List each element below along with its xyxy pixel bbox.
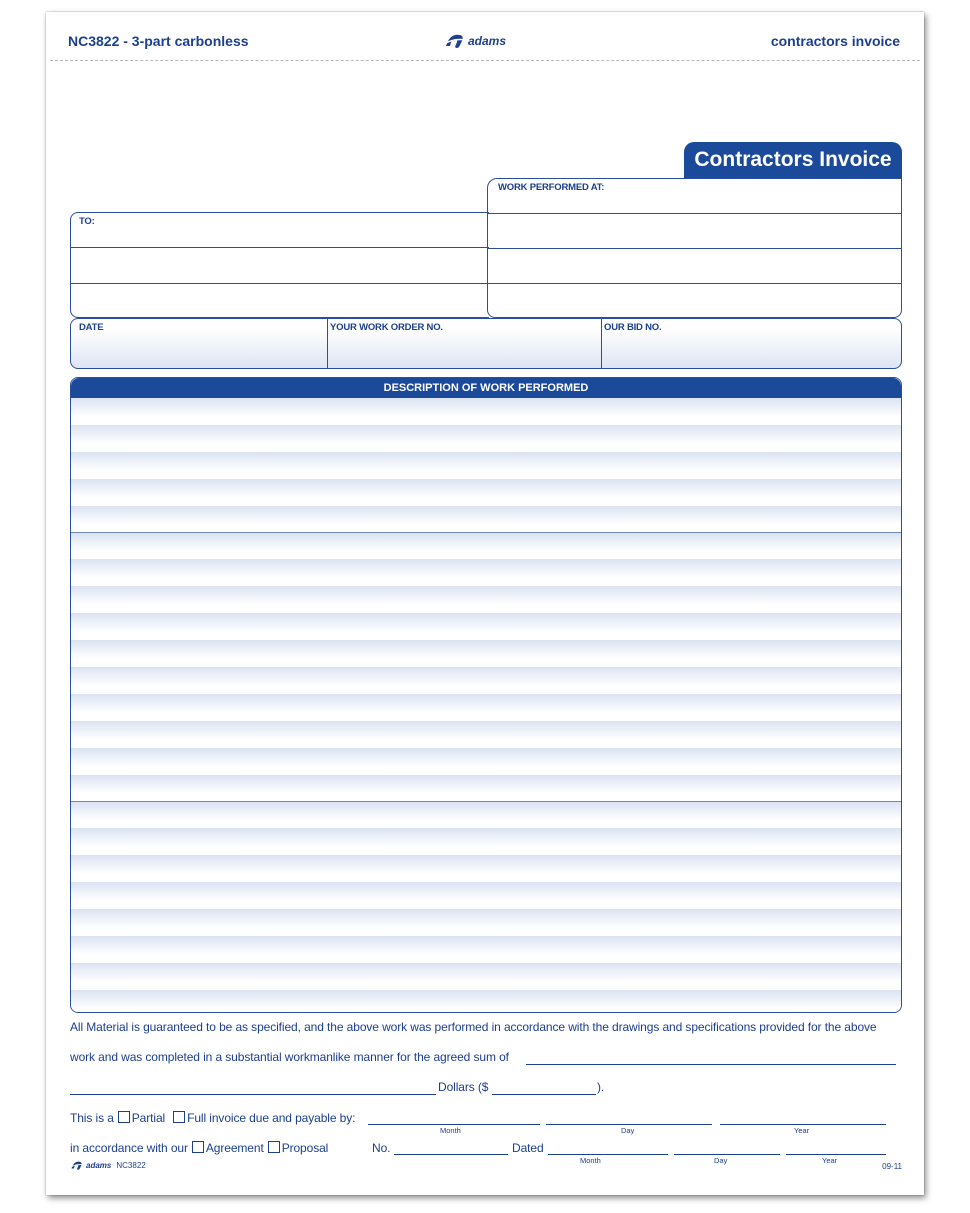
full-invoice-label: Full invoice due and payable by: [187,1111,356,1125]
to-box [70,212,489,318]
dollars-close: ). [597,1080,605,1094]
reference-row [70,318,902,369]
description-line[interactable] [71,748,901,776]
bid-label: OUR BID NO. [604,322,662,333]
description-line[interactable] [71,559,901,587]
partial-label: Partial [131,1111,166,1125]
accordance-label: in accordance with our [70,1141,188,1155]
brand-logo [444,32,506,50]
due-month-label: Month [440,1126,461,1135]
description-line[interactable] [71,506,901,534]
footer-code: NC3822 [116,1161,146,1170]
description-line[interactable] [71,802,901,830]
dollars-label: Dollars ($ [438,1080,489,1094]
description-line[interactable] [71,855,901,883]
description-line[interactable] [71,963,901,991]
description-line[interactable] [71,640,901,668]
due-year-line[interactable] [720,1124,886,1125]
agreed-sum-line[interactable] [526,1064,896,1065]
description-line[interactable] [71,533,901,561]
dated-month-line[interactable] [548,1154,668,1155]
due-day-line[interactable] [546,1124,712,1125]
accordance-row [70,1141,328,1155]
footer-brand: adams [86,1161,112,1170]
dollars-amount-line[interactable] [492,1094,596,1095]
description-line[interactable] [71,613,901,641]
work-performed-at-box [487,178,902,318]
form-type: contractors invoice [770,33,900,49]
description-line[interactable] [71,479,901,507]
due-day-label: Day [621,1126,635,1135]
description-line[interactable] [71,828,901,856]
brand-name: adams [468,34,507,48]
proposal-checkbox[interactable] [268,1141,280,1153]
due-year-label: Year [794,1126,810,1135]
work-performed-at-label: WORK PERFORMED AT: [498,182,605,193]
invoice-sheet [46,12,924,1195]
description-line[interactable] [71,398,901,426]
due-month-line[interactable] [368,1124,540,1125]
product-code: NC3822 - 3-part carbonless [68,33,249,49]
adams-logo-icon [70,1160,84,1171]
description-line[interactable] [71,775,901,803]
dated-year-label: Year [822,1156,838,1165]
agreement-checkbox[interactable] [192,1141,204,1153]
agreement-label: Agreement [205,1141,264,1155]
dated-day-line[interactable] [674,1154,780,1155]
work-order-label: YOUR WORK ORDER NO. [330,322,443,333]
description-line[interactable] [71,694,901,722]
dated-label: Dated [512,1141,544,1155]
footer-logo [70,1160,146,1171]
description-header: DESCRIPTION OF WORK PERFORMED [71,378,901,398]
terms-line-2: work and was completed in a substantial workmanlike manner for the agreed sum of [70,1050,509,1064]
description-line[interactable] [71,882,901,910]
description-line[interactable] [71,586,901,614]
proposal-label: Proposal [281,1141,329,1155]
description-line[interactable] [71,425,901,453]
description-line[interactable] [71,721,901,749]
description-line[interactable] [71,936,901,964]
description-box [70,377,902,1013]
amount-words-line[interactable] [70,1094,436,1095]
description-line[interactable] [71,990,901,1013]
partial-checkbox[interactable] [118,1111,130,1123]
form-title: Contractors Invoice [684,142,902,178]
this-is-a-label: This is a [70,1111,114,1125]
description-line[interactable] [71,909,901,937]
dated-month-label: Month [580,1156,601,1165]
date-label: DATE [79,322,104,333]
description-line[interactable] [71,667,901,695]
reference-no-line[interactable] [394,1154,508,1155]
no-label: No. [372,1141,391,1155]
full-invoice-checkbox[interactable] [173,1111,185,1123]
dated-year-line[interactable] [786,1154,886,1155]
footer-date-code: 09-11 [882,1162,902,1171]
terms-line-1: All Material is guaranteed to be as specified, and the above work was performed in accordance with the drawings and specifications provided for the above [70,1020,877,1034]
description-line[interactable] [71,452,901,480]
perforation-line [50,60,920,61]
invoice-type-row [70,1111,355,1125]
adams-logo-icon [444,32,466,50]
dated-day-label: Day [714,1156,728,1165]
to-label: TO: [79,216,95,227]
